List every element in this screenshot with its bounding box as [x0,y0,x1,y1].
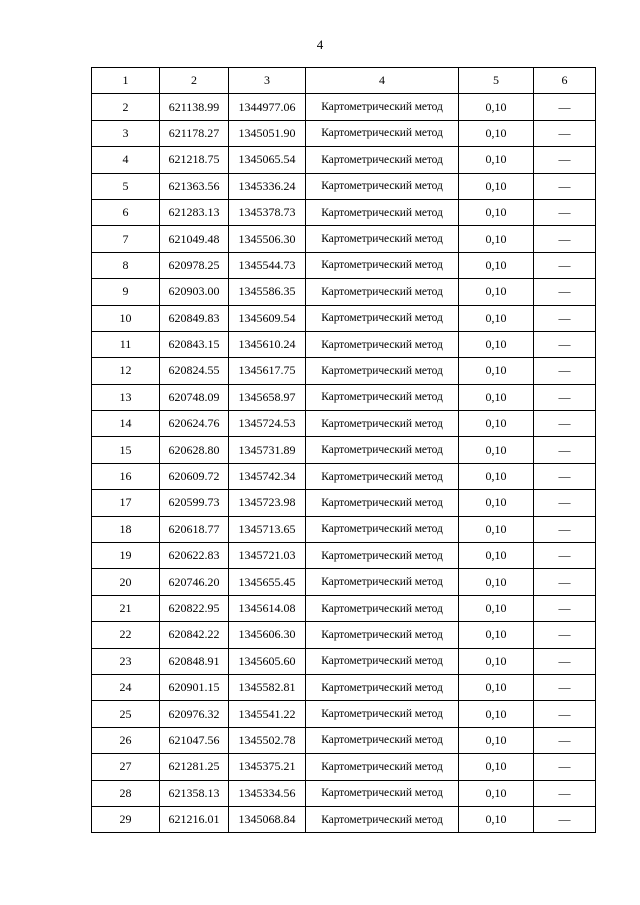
cell-method: Картометрический метод [306,806,459,832]
cell-method: Картометрический метод [306,490,459,516]
cell-method: Картометрический метод [306,358,459,384]
cell-accuracy: 0,10 [459,516,534,542]
cell-note: — [534,226,596,252]
cell-accuracy: 0,10 [459,226,534,252]
cell-note: — [534,780,596,806]
cell-point-number: 8 [92,252,160,278]
cell-x-coordinate: 621358.13 [160,780,229,806]
cell-accuracy: 0,10 [459,305,534,331]
cell-point-number: 4 [92,147,160,173]
cell-point-number: 14 [92,411,160,437]
cell-accuracy: 0,10 [459,199,534,225]
cell-point-number: 16 [92,463,160,489]
table-row [92,411,596,437]
cell-accuracy: 0,10 [459,648,534,674]
cell-y-coordinate: 1345658.97 [229,384,306,410]
cell-y-coordinate: 1345609.54 [229,305,306,331]
cell-accuracy: 0,10 [459,543,534,569]
cell-note: — [534,595,596,621]
cell-method: Картометрический метод [306,226,459,252]
cell-y-coordinate: 1345068.84 [229,806,306,832]
cell-method: Картометрический метод [306,252,459,278]
cell-y-coordinate: 1345378.73 [229,199,306,225]
table-row [92,226,596,252]
cell-method: Картометрический метод [306,411,459,437]
cell-point-number: 19 [92,543,160,569]
cell-note: — [534,147,596,173]
cell-method: Картометрический метод [306,463,459,489]
cell-x-coordinate: 620842.22 [160,622,229,648]
column-header-method: 4 [306,68,459,94]
cell-y-coordinate: 1345617.75 [229,358,306,384]
cell-x-coordinate: 620628.80 [160,437,229,463]
cell-note: — [534,754,596,780]
cell-x-coordinate: 621178.27 [160,120,229,146]
cell-accuracy: 0,10 [459,569,534,595]
cell-y-coordinate: 1345614.08 [229,595,306,621]
cell-x-coordinate: 621138.99 [160,94,229,120]
cell-note: — [534,437,596,463]
cell-note: — [534,490,596,516]
column-header-point-number: 1 [92,68,160,94]
cell-accuracy: 0,10 [459,120,534,146]
cell-point-number: 12 [92,358,160,384]
cell-point-number: 15 [92,437,160,463]
cell-point-number: 18 [92,516,160,542]
cell-method: Картометрический метод [306,701,459,727]
cell-x-coordinate: 620843.15 [160,331,229,357]
cell-y-coordinate: 1345586.35 [229,279,306,305]
cell-y-coordinate: 1345721.03 [229,543,306,569]
cell-accuracy: 0,10 [459,411,534,437]
cell-x-coordinate: 620849.83 [160,305,229,331]
cell-accuracy: 0,10 [459,806,534,832]
table-row [92,252,596,278]
cell-x-coordinate: 620976.32 [160,701,229,727]
cell-accuracy: 0,10 [459,490,534,516]
cell-y-coordinate: 1345334.56 [229,780,306,806]
table-row [92,490,596,516]
table-row [92,147,596,173]
cell-method: Картометрический метод [306,754,459,780]
cell-x-coordinate: 620848.91 [160,648,229,674]
cell-x-coordinate: 620978.25 [160,252,229,278]
table-row [92,358,596,384]
cell-accuracy: 0,10 [459,384,534,410]
cell-y-coordinate: 1345713.65 [229,516,306,542]
cell-method: Картометрический метод [306,305,459,331]
cell-x-coordinate: 620748.09 [160,384,229,410]
cell-method: Картометрический метод [306,120,459,146]
table-row [92,120,596,146]
column-header-x-coordinate: 2 [160,68,229,94]
table-row [92,595,596,621]
table-row [92,94,596,120]
cell-method: Картометрический метод [306,780,459,806]
cell-x-coordinate: 621049.48 [160,226,229,252]
coordinates-table [91,67,596,833]
cell-point-number: 28 [92,780,160,806]
column-header-accuracy: 5 [459,68,534,94]
cell-x-coordinate: 620746.20 [160,569,229,595]
page-number: 4 [316,37,324,52]
cell-accuracy: 0,10 [459,701,534,727]
cell-method: Картометрический метод [306,569,459,595]
cell-note: — [534,358,596,384]
cell-method: Картометрический метод [306,279,459,305]
cell-accuracy: 0,10 [459,252,534,278]
cell-accuracy: 0,10 [459,595,534,621]
table-header-row [92,68,596,94]
table-row [92,384,596,410]
table-row [92,305,596,331]
cell-note: — [534,674,596,700]
cell-method: Картометрический метод [306,648,459,674]
cell-accuracy: 0,10 [459,147,534,173]
table-row [92,516,596,542]
cell-note: — [534,727,596,753]
cell-x-coordinate: 620624.76 [160,411,229,437]
cell-note: — [534,806,596,832]
cell-note: — [534,516,596,542]
table-row [92,279,596,305]
cell-note: — [534,543,596,569]
cell-accuracy: 0,10 [459,173,534,199]
table-row [92,437,596,463]
cell-point-number: 17 [92,490,160,516]
cell-x-coordinate: 621363.56 [160,173,229,199]
cell-y-coordinate: 1345723.98 [229,490,306,516]
cell-method: Картометрический метод [306,543,459,569]
cell-accuracy: 0,10 [459,622,534,648]
cell-y-coordinate: 1345606.30 [229,622,306,648]
table-row [92,463,596,489]
cell-point-number: 6 [92,199,160,225]
cell-note: — [534,305,596,331]
cell-note: — [534,622,596,648]
cell-x-coordinate: 620618.77 [160,516,229,542]
cell-note: — [534,279,596,305]
cell-note: — [534,411,596,437]
cell-y-coordinate: 1345336.24 [229,173,306,199]
cell-point-number: 11 [92,331,160,357]
column-header-note: 6 [534,68,596,94]
table-row [92,674,596,700]
cell-accuracy: 0,10 [459,780,534,806]
cell-x-coordinate: 621216.01 [160,806,229,832]
cell-note: — [534,463,596,489]
cell-accuracy: 0,10 [459,674,534,700]
cell-accuracy: 0,10 [459,463,534,489]
cell-method: Картометрический метод [306,147,459,173]
cell-y-coordinate: 1345506.30 [229,226,306,252]
cell-accuracy: 0,10 [459,94,534,120]
cell-method: Картометрический метод [306,674,459,700]
cell-y-coordinate: 1345502.78 [229,727,306,753]
table-body [92,68,596,833]
cell-method: Картометрический метод [306,199,459,225]
cell-x-coordinate: 620609.72 [160,463,229,489]
cell-y-coordinate: 1344977.06 [229,94,306,120]
table-row [92,701,596,727]
cell-point-number: 27 [92,754,160,780]
cell-accuracy: 0,10 [459,358,534,384]
cell-y-coordinate: 1345582.81 [229,674,306,700]
table-row [92,173,596,199]
cell-method: Картометрический метод [306,595,459,621]
cell-point-number: 23 [92,648,160,674]
table-row [92,727,596,753]
cell-x-coordinate: 620903.00 [160,279,229,305]
cell-method: Картометрический метод [306,94,459,120]
cell-method: Картометрический метод [306,727,459,753]
cell-accuracy: 0,10 [459,754,534,780]
cell-point-number: 24 [92,674,160,700]
cell-method: Картометрический метод [306,437,459,463]
cell-note: — [534,569,596,595]
cell-x-coordinate: 620599.73 [160,490,229,516]
cell-accuracy: 0,10 [459,727,534,753]
cell-accuracy: 0,10 [459,279,534,305]
cell-point-number: 21 [92,595,160,621]
cell-x-coordinate: 620622.83 [160,543,229,569]
cell-point-number: 22 [92,622,160,648]
cell-x-coordinate: 620822.95 [160,595,229,621]
table-row [92,754,596,780]
cell-x-coordinate: 621218.75 [160,147,229,173]
cell-method: Картометрический метод [306,622,459,648]
column-header-y-coordinate: 3 [229,68,306,94]
table-row [92,780,596,806]
cell-method: Картометрический метод [306,173,459,199]
cell-point-number: 13 [92,384,160,410]
cell-accuracy: 0,10 [459,437,534,463]
cell-y-coordinate: 1345065.54 [229,147,306,173]
cell-point-number: 29 [92,806,160,832]
cell-point-number: 2 [92,94,160,120]
cell-y-coordinate: 1345610.24 [229,331,306,357]
cell-method: Картометрический метод [306,384,459,410]
cell-accuracy: 0,10 [459,331,534,357]
table-row [92,648,596,674]
table-row [92,622,596,648]
table-row [92,331,596,357]
cell-point-number: 5 [92,173,160,199]
cell-note: — [534,384,596,410]
table-row [92,569,596,595]
cell-y-coordinate: 1345605.60 [229,648,306,674]
cell-point-number: 10 [92,305,160,331]
cell-note: — [534,252,596,278]
table-row [92,199,596,225]
cell-y-coordinate: 1345731.89 [229,437,306,463]
table-row [92,806,596,832]
cell-y-coordinate: 1345742.34 [229,463,306,489]
cell-x-coordinate: 620824.55 [160,358,229,384]
cell-x-coordinate: 621281.25 [160,754,229,780]
cell-x-coordinate: 621283.13 [160,199,229,225]
cell-point-number: 20 [92,569,160,595]
cell-y-coordinate: 1345051.90 [229,120,306,146]
cell-note: — [534,173,596,199]
cell-point-number: 7 [92,226,160,252]
cell-point-number: 3 [92,120,160,146]
cell-method: Картометрический метод [306,516,459,542]
cell-point-number: 9 [92,279,160,305]
cell-point-number: 26 [92,727,160,753]
cell-x-coordinate: 621047.56 [160,727,229,753]
cell-y-coordinate: 1345541.22 [229,701,306,727]
cell-y-coordinate: 1345655.45 [229,569,306,595]
cell-y-coordinate: 1345375.21 [229,754,306,780]
cell-point-number: 25 [92,701,160,727]
cell-y-coordinate: 1345724.53 [229,411,306,437]
cell-note: — [534,94,596,120]
cell-method: Картометрический метод [306,331,459,357]
cell-note: — [534,120,596,146]
table-row [92,543,596,569]
cell-note: — [534,331,596,357]
cell-x-coordinate: 620901.15 [160,674,229,700]
cell-y-coordinate: 1345544.73 [229,252,306,278]
cell-note: — [534,648,596,674]
cell-note: — [534,199,596,225]
cell-note: — [534,701,596,727]
